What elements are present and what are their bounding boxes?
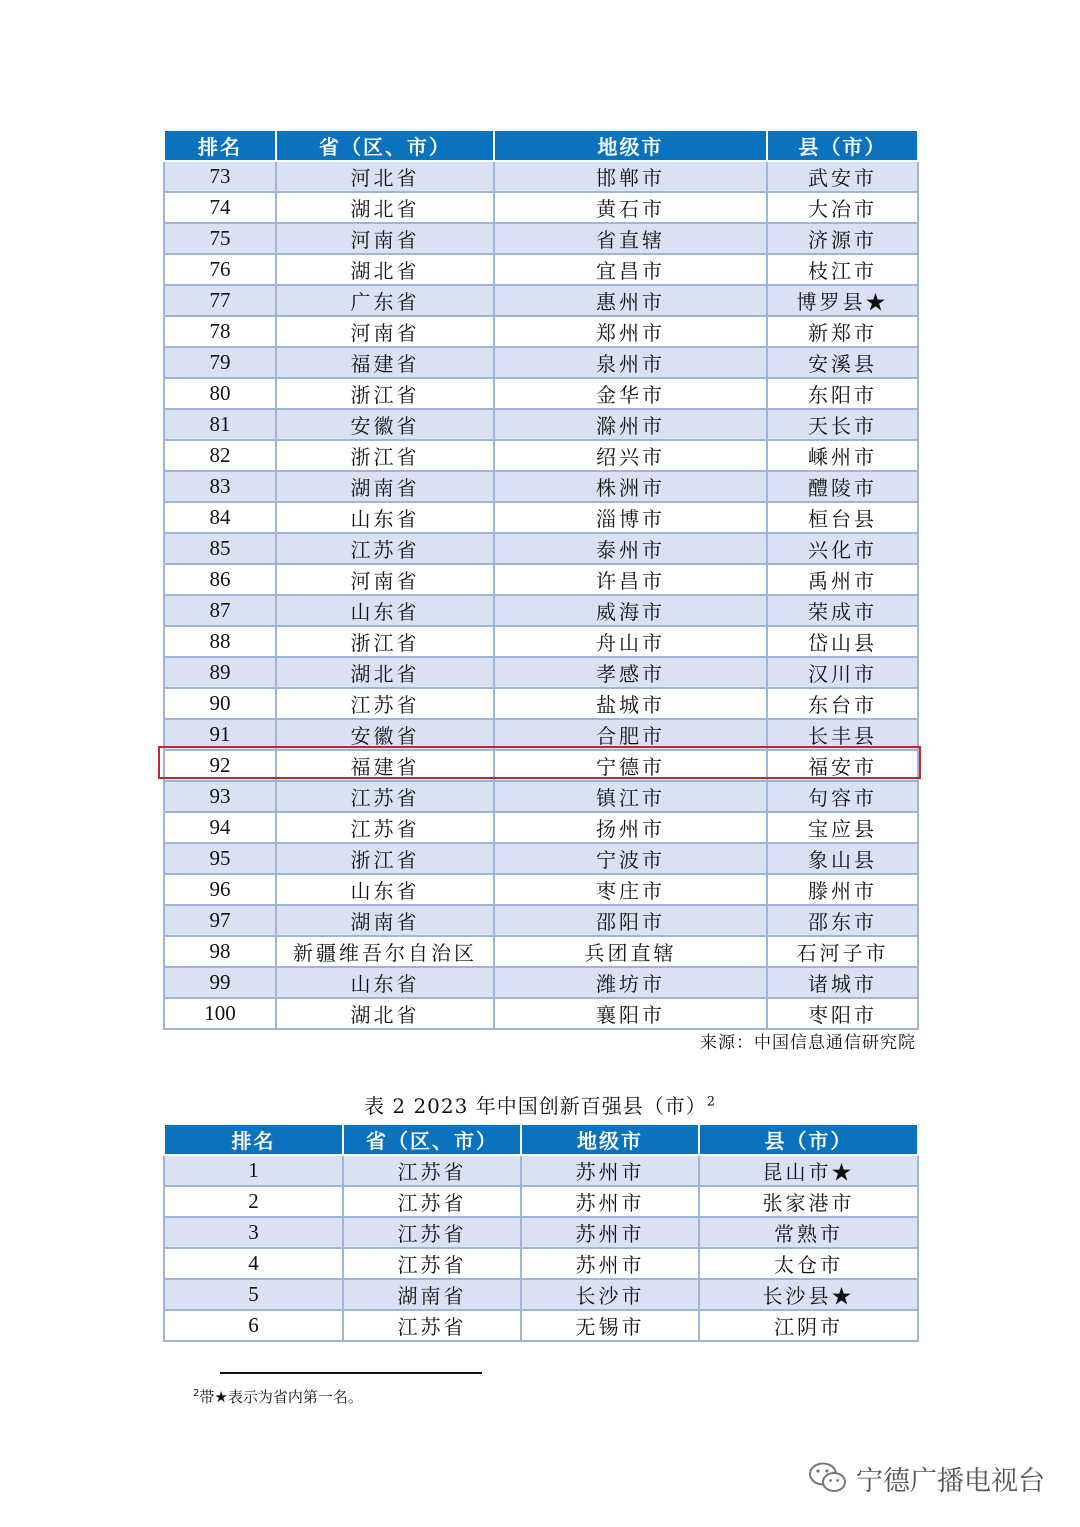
cell-province: 湖南省 <box>276 471 494 502</box>
cell-province: 浙江省 <box>276 626 494 657</box>
table-row <box>164 1248 918 1279</box>
cell-prefecture-city: 盐城市 <box>494 688 767 719</box>
cell-county: 句容市 <box>767 781 918 812</box>
cell-rank: 100 <box>164 998 276 1029</box>
cell-county: 东台市 <box>767 688 918 719</box>
cell-province: 江苏省 <box>276 781 494 812</box>
cell-rank: 97 <box>164 905 276 936</box>
cell-county: 昆山市★ <box>699 1155 918 1186</box>
cell-prefecture-city: 扬州市 <box>494 812 767 843</box>
cell-province: 浙江省 <box>276 440 494 471</box>
cell-rank: 84 <box>164 502 276 533</box>
cell-prefecture-city: 襄阳市 <box>494 998 767 1029</box>
cell-province: 河南省 <box>276 223 494 254</box>
cell-prefecture-city: 兵团直辖 <box>494 936 767 967</box>
cell-county: 枝江市 <box>767 254 918 285</box>
table-row <box>164 750 918 781</box>
header-rank: 排名 <box>164 130 276 161</box>
cell-rank: 89 <box>164 657 276 688</box>
table-body <box>164 1155 918 1341</box>
cell-county: 石河子市 <box>767 936 918 967</box>
table-row <box>164 812 918 843</box>
source-note: 来源：中国信息通信研究院 <box>700 1033 916 1053</box>
cell-county: 岱山县 <box>767 626 918 657</box>
table-row <box>164 688 918 719</box>
cell-county: 张家港市 <box>699 1186 918 1217</box>
table-row <box>164 223 918 254</box>
cell-province: 江苏省 <box>276 688 494 719</box>
cell-province: 江苏省 <box>343 1248 521 1279</box>
cell-prefecture-city: 枣庄市 <box>494 874 767 905</box>
table-row <box>164 1186 918 1217</box>
cell-province: 安徽省 <box>276 409 494 440</box>
table-row <box>164 378 918 409</box>
ranking-table-top <box>163 1123 919 1342</box>
header-county: 县（市） <box>767 130 918 161</box>
table-caption <box>163 1090 917 1119</box>
cell-prefecture-city: 合肥市 <box>494 719 767 750</box>
cell-rank: 92 <box>164 750 276 781</box>
cell-rank: 86 <box>164 564 276 595</box>
table-row <box>164 936 918 967</box>
table-row <box>164 967 918 998</box>
cell-prefecture-city: 邯郸市 <box>494 161 767 192</box>
cell-prefecture-city: 宁德市 <box>494 750 767 781</box>
cell-rank: 77 <box>164 285 276 316</box>
cell-county: 长丰县 <box>767 719 918 750</box>
table-row <box>164 347 918 378</box>
cell-rank: 75 <box>164 223 276 254</box>
table-row <box>164 471 918 502</box>
table-row <box>164 254 918 285</box>
cell-rank: 81 <box>164 409 276 440</box>
cell-province: 河南省 <box>276 564 494 595</box>
cell-prefecture-city: 苏州市 <box>521 1248 699 1279</box>
table-row <box>164 1279 918 1310</box>
cell-rank: 73 <box>164 161 276 192</box>
table-body <box>164 161 918 1029</box>
cell-county: 江阴市 <box>699 1310 918 1341</box>
cell-county: 枣阳市 <box>767 998 918 1029</box>
table-row <box>164 502 918 533</box>
ranking-table-73-100 <box>163 129 919 1030</box>
header-prefecture-city: 地级市 <box>521 1124 699 1155</box>
header-prefecture-city: 地级市 <box>494 130 767 161</box>
table-header-row <box>164 130 918 161</box>
cell-prefecture-city: 许昌市 <box>494 564 767 595</box>
table-row <box>164 316 918 347</box>
cell-prefecture-city: 泰州市 <box>494 533 767 564</box>
cell-prefecture-city: 郑州市 <box>494 316 767 347</box>
cell-province: 广东省 <box>276 285 494 316</box>
cell-county: 诸城市 <box>767 967 918 998</box>
cell-prefecture-city: 威海市 <box>494 595 767 626</box>
cell-county: 邵东市 <box>767 905 918 936</box>
cell-county: 滕州市 <box>767 874 918 905</box>
cell-rank: 99 <box>164 967 276 998</box>
cell-province: 江苏省 <box>343 1217 521 1248</box>
cell-prefecture-city: 省直辖 <box>494 223 767 254</box>
cell-province: 江苏省 <box>276 533 494 564</box>
cell-province: 湖南省 <box>276 905 494 936</box>
header-rank: 排名 <box>164 1124 343 1155</box>
cell-rank: 98 <box>164 936 276 967</box>
cell-county: 汉川市 <box>767 657 918 688</box>
cell-prefecture-city: 株洲市 <box>494 471 767 502</box>
cell-province: 福建省 <box>276 347 494 378</box>
cell-province: 安徽省 <box>276 719 494 750</box>
cell-prefecture-city: 宜昌市 <box>494 254 767 285</box>
footnote-marker: 2 <box>193 1388 200 1399</box>
cell-prefecture-city: 宁波市 <box>494 843 767 874</box>
cell-prefecture-city: 潍坊市 <box>494 967 767 998</box>
caption-footnote-ref: 2 <box>706 1094 716 1110</box>
cell-province: 湖北省 <box>276 192 494 223</box>
cell-rank: 94 <box>164 812 276 843</box>
table-row <box>164 192 918 223</box>
cell-prefecture-city: 滁州市 <box>494 409 767 440</box>
table-row <box>164 1217 918 1248</box>
cell-province: 新疆维吾尔自治区 <box>276 936 494 967</box>
table-header-row <box>164 1124 918 1155</box>
cell-prefecture-city: 镇江市 <box>494 781 767 812</box>
cell-rank: 91 <box>164 719 276 750</box>
table-row <box>164 533 918 564</box>
table-row <box>164 409 918 440</box>
cell-rank: 96 <box>164 874 276 905</box>
table-row <box>164 874 918 905</box>
cell-rank: 74 <box>164 192 276 223</box>
cell-province: 湖北省 <box>276 657 494 688</box>
cell-county: 太仓市 <box>699 1248 918 1279</box>
cell-province: 江苏省 <box>276 812 494 843</box>
table-row <box>164 626 918 657</box>
cell-rank: 93 <box>164 781 276 812</box>
watermark <box>808 1456 1045 1500</box>
cell-prefecture-city: 长沙市 <box>521 1279 699 1310</box>
cell-province: 河北省 <box>276 161 494 192</box>
table-row <box>164 1310 918 1341</box>
cell-rank: 79 <box>164 347 276 378</box>
cell-rank: 1 <box>164 1155 343 1186</box>
cell-rank: 78 <box>164 316 276 347</box>
header-province: 省（区、市） <box>276 130 494 161</box>
cell-rank: 6 <box>164 1310 343 1341</box>
cell-rank: 3 <box>164 1217 343 1248</box>
cell-prefecture-city: 金华市 <box>494 378 767 409</box>
cell-province: 湖南省 <box>343 1279 521 1310</box>
footnote <box>193 1386 363 1407</box>
cell-rank: 87 <box>164 595 276 626</box>
cell-county: 宝应县 <box>767 812 918 843</box>
table-row <box>164 161 918 192</box>
table-row <box>164 719 918 750</box>
watermark-text: 宁德广播电视台 <box>856 1465 1045 1497</box>
footnote-text: 带★表示为省内第一名。 <box>199 1388 363 1406</box>
cell-rank: 95 <box>164 843 276 874</box>
cell-prefecture-city: 绍兴市 <box>494 440 767 471</box>
table-row <box>164 440 918 471</box>
cell-county: 大冶市 <box>767 192 918 223</box>
cell-county: 东阳市 <box>767 378 918 409</box>
cell-prefecture-city: 邵阳市 <box>494 905 767 936</box>
cell-county: 嵊州市 <box>767 440 918 471</box>
cell-prefecture-city: 苏州市 <box>521 1186 699 1217</box>
cell-rank: 82 <box>164 440 276 471</box>
cell-rank: 83 <box>164 471 276 502</box>
cell-prefecture-city: 泉州市 <box>494 347 767 378</box>
table-row <box>164 595 918 626</box>
cell-rank: 2 <box>164 1186 343 1217</box>
cell-prefecture-city: 无锡市 <box>521 1310 699 1341</box>
cell-prefecture-city: 淄博市 <box>494 502 767 533</box>
cell-rank: 4 <box>164 1248 343 1279</box>
cell-county: 荣成市 <box>767 595 918 626</box>
cell-county: 常熟市 <box>699 1217 918 1248</box>
cell-county: 天长市 <box>767 409 918 440</box>
cell-province: 浙江省 <box>276 378 494 409</box>
cell-province: 湖北省 <box>276 998 494 1029</box>
cell-prefecture-city: 苏州市 <box>521 1155 699 1186</box>
table-row <box>164 564 918 595</box>
cell-rank: 80 <box>164 378 276 409</box>
table-row <box>164 843 918 874</box>
cell-province: 江苏省 <box>343 1310 521 1341</box>
cell-province: 山东省 <box>276 502 494 533</box>
cell-rank: 76 <box>164 254 276 285</box>
cell-prefecture-city: 惠州市 <box>494 285 767 316</box>
table-row <box>164 285 918 316</box>
cell-rank: 5 <box>164 1279 343 1310</box>
wechat-icon <box>808 1461 848 1495</box>
table-row <box>164 998 918 1029</box>
cell-county: 醴陵市 <box>767 471 918 502</box>
cell-province: 浙江省 <box>276 843 494 874</box>
cell-county: 安溪县 <box>767 347 918 378</box>
cell-prefecture-city: 黄石市 <box>494 192 767 223</box>
cell-province: 湖北省 <box>276 254 494 285</box>
header-province: 省（区、市） <box>343 1124 521 1155</box>
cell-province: 山东省 <box>276 967 494 998</box>
cell-county: 济源市 <box>767 223 918 254</box>
cell-county: 兴化市 <box>767 533 918 564</box>
cell-county: 福安市 <box>767 750 918 781</box>
cell-county: 禹州市 <box>767 564 918 595</box>
cell-rank: 90 <box>164 688 276 719</box>
cell-rank: 85 <box>164 533 276 564</box>
cell-county: 新郑市 <box>767 316 918 347</box>
cell-province: 山东省 <box>276 595 494 626</box>
cell-county: 武安市 <box>767 161 918 192</box>
table-row <box>164 1155 918 1186</box>
table-row <box>164 905 918 936</box>
cell-county: 博罗县★ <box>767 285 918 316</box>
cell-province: 福建省 <box>276 750 494 781</box>
cell-county: 长沙县★ <box>699 1279 918 1310</box>
cell-province: 河南省 <box>276 316 494 347</box>
header-county: 县（市） <box>699 1124 918 1155</box>
cell-rank: 88 <box>164 626 276 657</box>
cell-province: 山东省 <box>276 874 494 905</box>
footnote-divider <box>220 1372 482 1374</box>
cell-province: 江苏省 <box>343 1186 521 1217</box>
table-row <box>164 781 918 812</box>
caption-text: 表 2 2023 年中国创新百强县（市） <box>364 1094 707 1118</box>
cell-prefecture-city: 苏州市 <box>521 1217 699 1248</box>
cell-prefecture-city: 孝感市 <box>494 657 767 688</box>
cell-county: 桓台县 <box>767 502 918 533</box>
cell-prefecture-city: 舟山市 <box>494 626 767 657</box>
cell-county: 象山县 <box>767 843 918 874</box>
cell-province: 江苏省 <box>343 1155 521 1186</box>
table-row <box>164 657 918 688</box>
